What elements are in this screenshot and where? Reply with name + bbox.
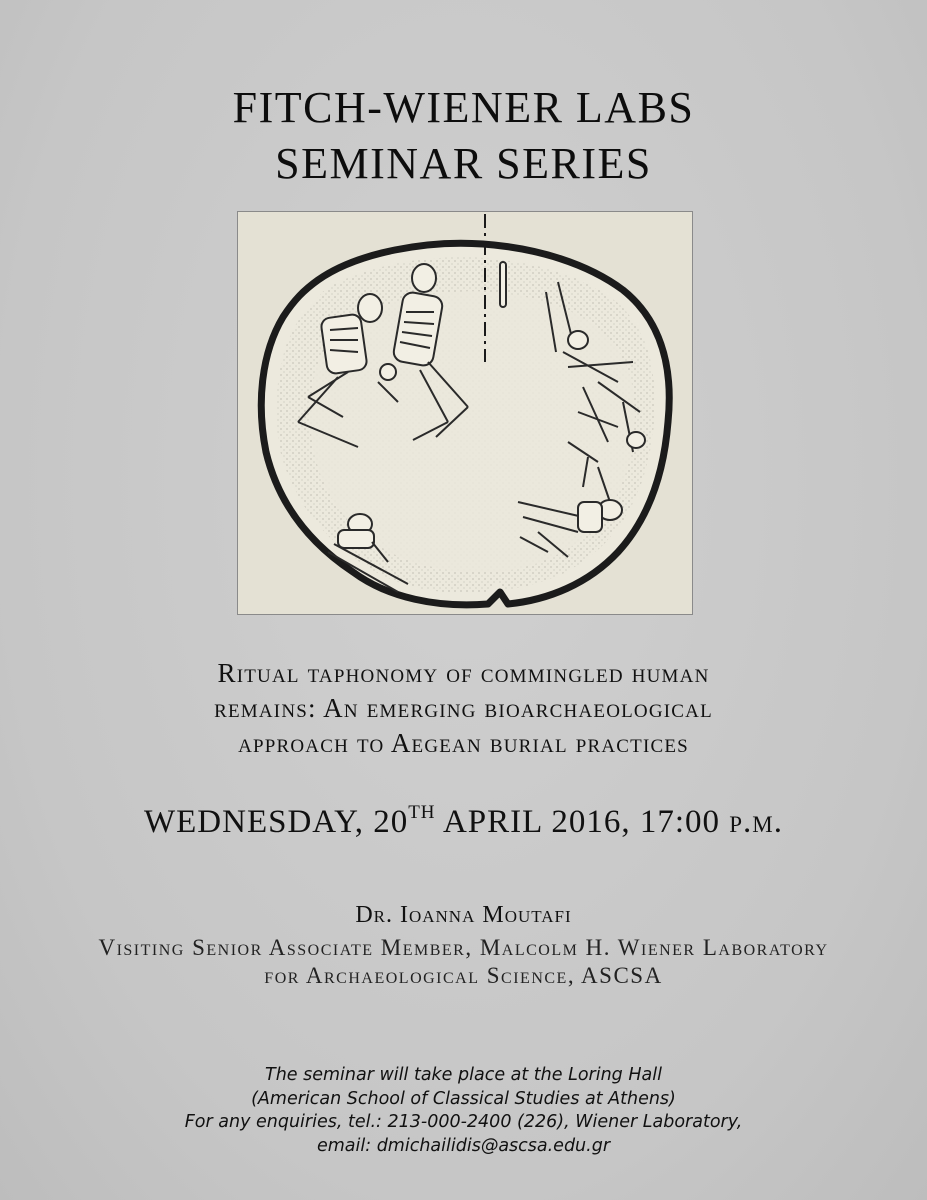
date-suffix: APRIL 2016, 17:00 bbox=[435, 804, 730, 840]
date-ordinal: TH bbox=[408, 802, 436, 823]
speaker-name: Dr. Ioanna Moutafi bbox=[355, 902, 572, 928]
venue-line-3: For any enquiries, tel.: 213-000-2400 (226), Wiener Laboratory, bbox=[184, 1112, 743, 1132]
venue-info bbox=[0, 1064, 927, 1158]
burial-drawing-icon bbox=[238, 212, 692, 614]
talk-title-line-3: approach to Aegean burial practices bbox=[238, 728, 689, 758]
event-date bbox=[0, 802, 927, 841]
venue-line-1: The seminar will take place at the Loring Hall bbox=[265, 1065, 662, 1085]
speaker-affiliation bbox=[30, 934, 897, 990]
date-prefix: WEDNESDAY, 20 bbox=[144, 804, 409, 840]
talk-title-line-1: Ritual taphonomy of commingled human bbox=[217, 658, 710, 688]
date-pm: p.m. bbox=[729, 804, 783, 840]
affiliation-line-1: Visiting Senior Associate Member, Malcolm H. Wiener Laboratory bbox=[98, 935, 829, 960]
title-line-1: FITCH-WIENER LABS bbox=[232, 83, 695, 132]
title-line-2: SEMINAR SERIES bbox=[275, 139, 652, 188]
talk-title bbox=[60, 656, 867, 761]
talk-title-line-2: remains: An emerging bioarchaeological bbox=[214, 693, 713, 723]
venue-email: email: dmichailidis@ascsa.edu.gr bbox=[316, 1135, 611, 1156]
venue-line-2: (American School of Classical Studies at Athens) bbox=[251, 1088, 676, 1109]
affiliation-line-2: for Archaeological Science, ASCSA bbox=[264, 963, 663, 988]
poster-title bbox=[0, 80, 927, 192]
burial-drawing-figure bbox=[237, 211, 693, 615]
